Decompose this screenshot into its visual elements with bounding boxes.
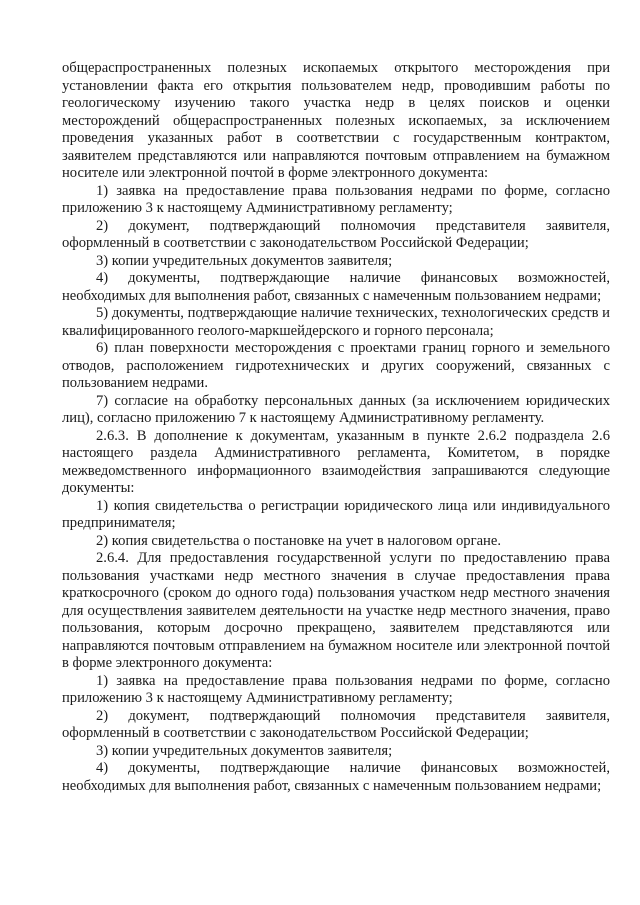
list-item-founding-documents-2: 3) копии учредительных документов заявителя; [96, 742, 393, 759]
list-item-application-form: 1) заявка на предоставление права пользования недрами по форме, согласно приложению 3 к настоящему Административному регламенту; [62, 182, 610, 216]
list-item-registration-certificate: 1) копия свидетельства о регистрации юридического лица или индивидуального предпринимателя; [62, 497, 610, 531]
list-item-representative-authority-2: 2) документ, подтверждающий полномочия представителя заявителя, оформленный в соответствии с законодательством Российской Федерации; [62, 707, 610, 741]
list-item-technical-means: 5) документы, подтверждающие наличие технических, технологических средств и квалифицированного геолого-маркшейдерского и горного персонала; [62, 305, 610, 339]
list-item-application-form-2: 1) заявка на предоставление права пользования недрами по форме, согласно приложению 3 к настоящему Административному регламенту; [62, 672, 610, 706]
list-item-financial-capability-2: 4) документы, подтверждающие наличие финансовых возможностей, необходимых для выполнения работ, связанных с намеченным пользованием недрами; [62, 760, 610, 794]
document-page [62, 60, 610, 795]
list-item-representative-authority: 2) документ, подтверждающий полномочия представителя заявителя, оформленный в соответствии с законодательством Российской Федерации; [62, 217, 610, 251]
section-2-6-3: 2.6.3. В дополнение к документам, указанным в пункте 2.6.2 подраздела 2.6 настоящего раздела Административного регламента, Комитетом, в порядке межведомственного информационного взаимодействия запрашиваются следующие документы: [62, 427, 610, 496]
list-item-tax-certificate: 2) копия свидетельства о постановке на учет в налоговом органе. [96, 532, 501, 549]
list-item-financial-capability: 4) документы, подтверждающие наличие финансовых возможностей, необходимых для выполнения работ, связанных с намеченным пользованием недрами; [62, 270, 610, 304]
list-item-personal-data-consent: 7) согласие на обработку персональных данных (за исключением юридических лиц), согласно приложению 7 к настоящему Административному регламенту. [62, 392, 610, 426]
list-item-founding-documents: 3) копии учредительных документов заявителя; [96, 252, 393, 269]
section-2-6-4: 2.6.4. Для предоставления государственной услуги по предоставлению права пользования участками недр местного значения в случае предоставления права краткосрочного (сроком до одного года) пользования участком недр местного значения для осуществления заявителем деятельности на участке недр местного значения, право пользования, которым досрочно прекращено, заявителем представляются или направляются почтовым отправлением на бумажном носителе или электронной почтой в форме электронного документа: [62, 550, 610, 671]
paragraph-intro: общераспространенных полезных ископаемых открытого месторождения при установлении факта его открытия пользователем недр, проводившим работы по геологическому изучению такого участка недр в целях поисков и оценки месторождений общераспространенных полезных ископаемых, за исключением проведения указанных работ в соответствии с государственным контрактом, заявителем представляются или направляются почтовым отправлением на бумажном носителе или электронной почтой в форме электронного документа: [62, 60, 610, 181]
list-item-surface-plan: 6) план поверхности месторождения с проектами границ горного и земельного отводов, расположением гидротехнических и других сооружений, связанных с пользованием недрами. [62, 340, 610, 391]
